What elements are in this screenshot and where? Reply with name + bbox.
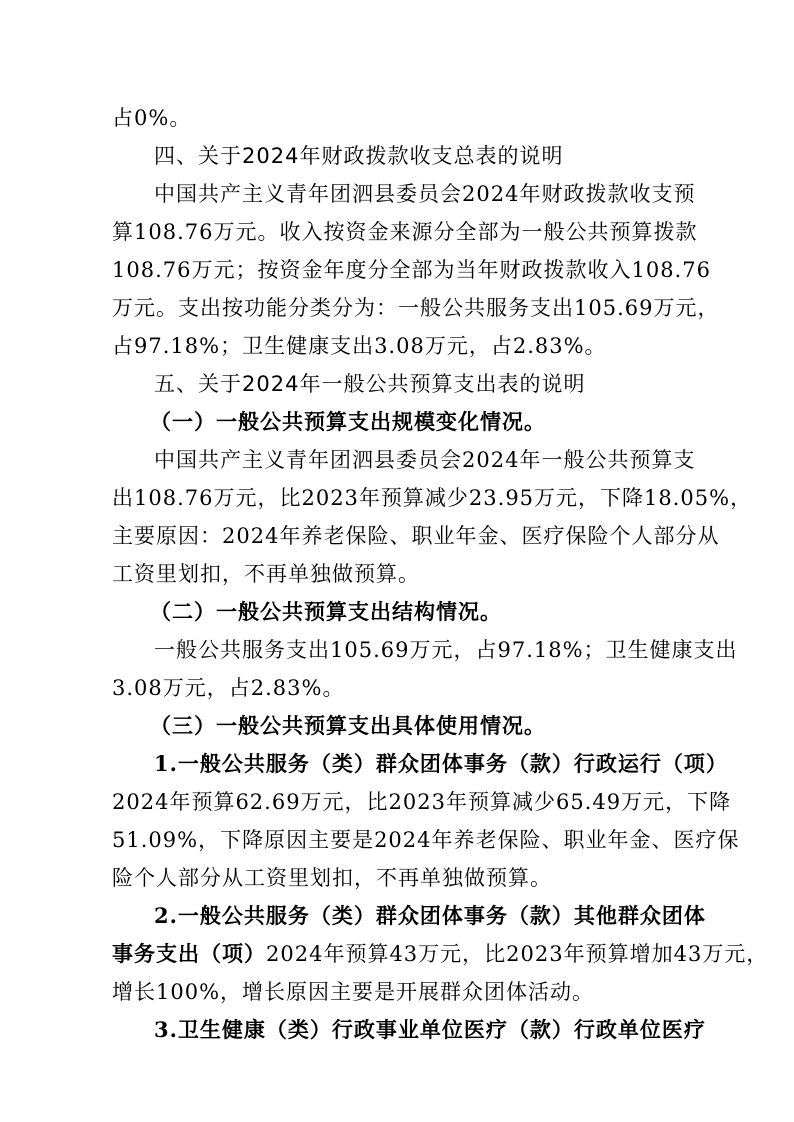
item-heading-3: 3.卫生健康（类）行政事业单位医疗（款）行政单位医疗	[154, 1017, 706, 1042]
item-heading-2: 2.一般公共服务（类）群众团体事务（款）其他群众团体	[154, 903, 706, 928]
paragraph-line: 险个人部分从工资里划扣，不再单独做预算。	[112, 866, 552, 890]
paragraph-line: 2024年预算62.69万元，比2023年预算减少65.49万元，下降	[112, 790, 732, 814]
paragraph-text: 2024年预算43万元，比2023年预算增加43万元，	[266, 942, 769, 966]
paragraph-line: 算108.76万元。收入按资金来源分全部为一般公共预算拨款	[112, 220, 698, 244]
subheading-1: （一）一般公共预算支出规模变化情况。	[150, 409, 546, 434]
paragraph-line: 出108.76万元，比2023年预算减少23.95万元，下降18.05%，	[112, 486, 753, 510]
section-heading-4: 四、关于2024年财政拨款收支总表的说明	[154, 144, 564, 168]
paragraph-line: 中国共产主义青年团泗县委员会2024年财政拨款收支预	[154, 182, 696, 206]
item-heading-1: 1.一般公共服务（类）群众团体事务（款）行政运行（项）	[154, 751, 728, 776]
paragraph-line-mixed	[112, 936, 769, 972]
paragraph-line: 中国共产主义青年团泗县委员会2024年一般公共预算支	[154, 448, 696, 472]
paragraph-line: 万元。支出按功能分类分为：一般公共服务支出105.69万元，	[112, 296, 720, 320]
paragraph-line: 108.76万元；按资金年度分全部为当年财政拨款收入108.76	[112, 258, 711, 282]
section-heading-5: 五、关于2024年一般公共预算支出表的说明	[154, 372, 586, 396]
paragraph-line: 主要原因：2024年养老保险、职业年金、医疗保险个人部分从	[112, 524, 720, 548]
subheading-2: （二）一般公共预算支出结构情况。	[150, 599, 502, 624]
item-heading-2-continued: 事务支出（项）	[112, 941, 266, 966]
paragraph-line: 占97.18%；卫生健康支出3.08万元，占2.83%。	[112, 334, 607, 358]
paragraph-line: 工资里划扣，不再单独做预算。	[112, 562, 420, 586]
paragraph-line: 一般公共服务支出105.69万元，占97.18%；卫生健康支出	[154, 638, 738, 662]
paragraph-line: 占0%。	[112, 106, 192, 130]
paragraph-line: 增长100%，增长原因主要是开展群众团体活动。	[112, 980, 595, 1004]
subheading-3: （三）一般公共预算支出具体使用情况。	[150, 713, 546, 738]
paragraph-line: 51.09%，下降原因主要是2024年养老保险、职业年金、医疗保	[112, 828, 740, 852]
paragraph-line: 3.08万元，占2.83%。	[112, 676, 345, 700]
